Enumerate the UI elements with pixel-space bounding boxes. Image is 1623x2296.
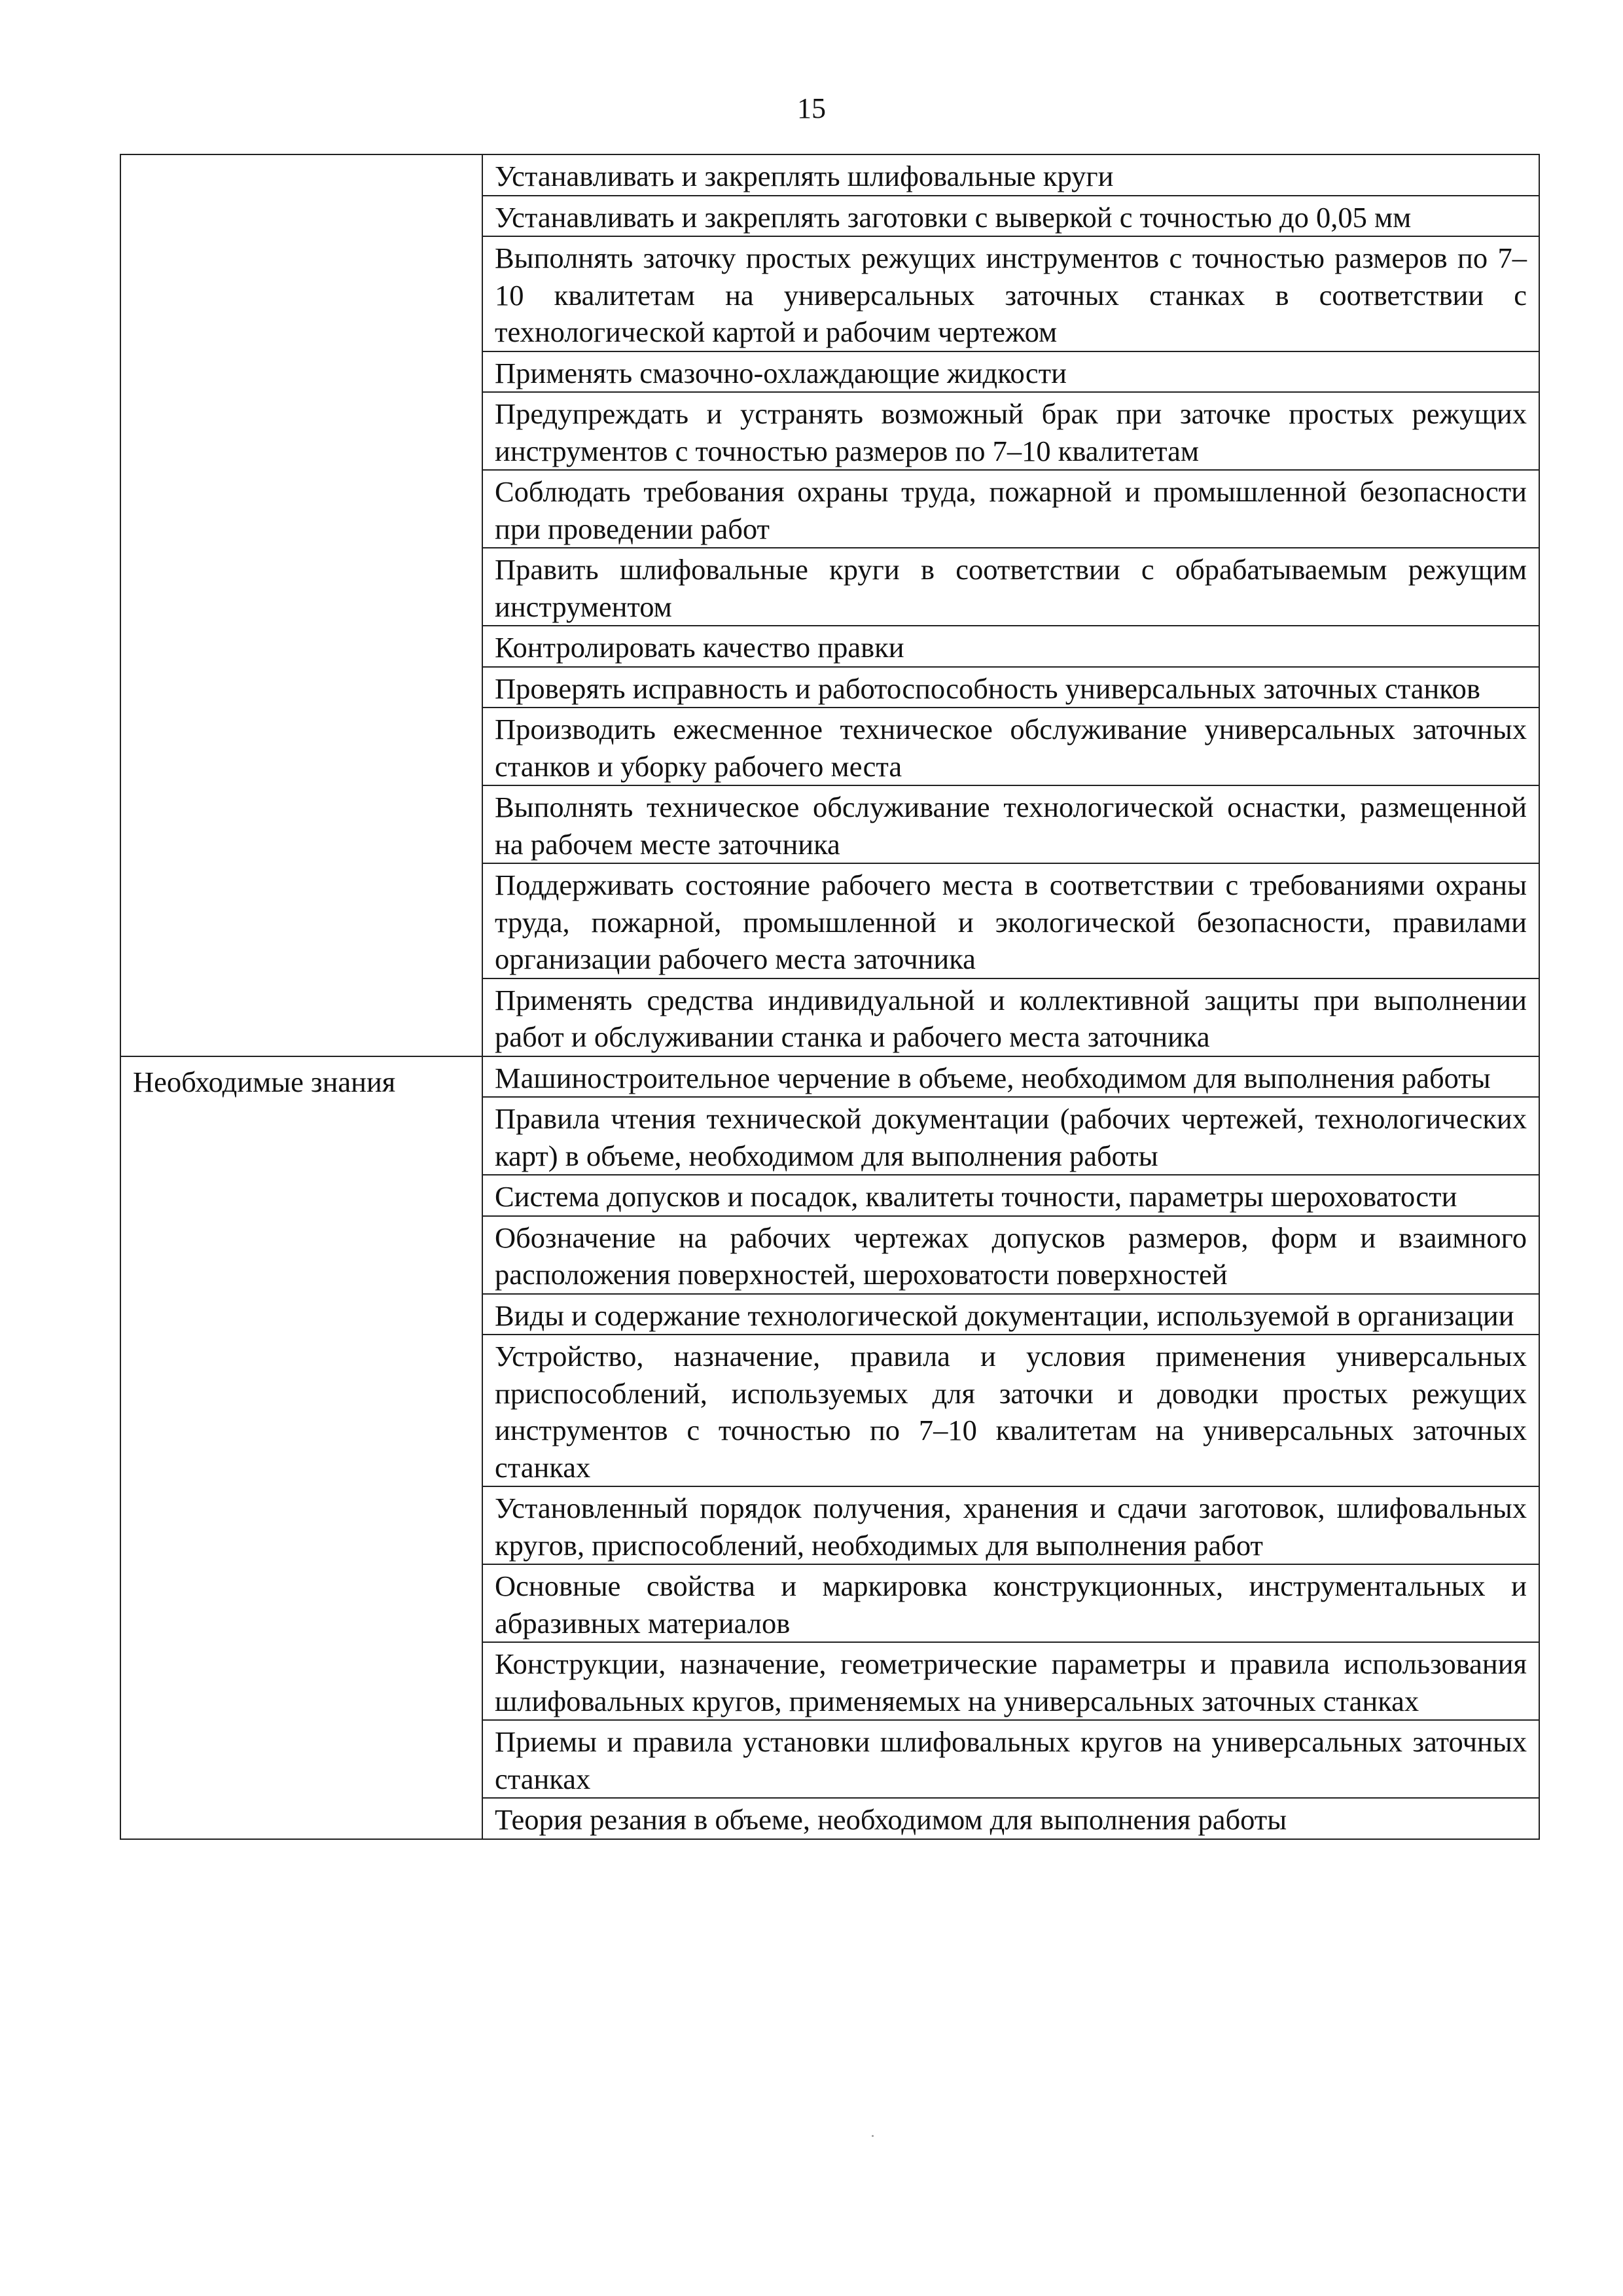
skill-item: Производить ежесменное техническое обслуживание универсальных заточных станков и уборку рабочего места — [482, 708, 1539, 785]
knowledge-item: Система допусков и посадок, квалитеты точности, параметры шероховатости — [482, 1175, 1539, 1216]
scan-speck — [872, 2135, 874, 2137]
knowledge-item: Устройство, назначение, правила и условия применения универсальных приспособлений, используемых для заточки и доводки простых режущих инструментов с точностью по 7–10 квалитетам на универсальных заточных станках — [482, 1335, 1539, 1486]
requirements-table — [120, 154, 1540, 1840]
skill-item: Устанавливать и закреплять шлифовальные круги — [482, 154, 1539, 196]
skill-item: Соблюдать требования охраны труда, пожарной и промышленной безопасности при проведении работ — [482, 470, 1539, 548]
knowledge-item: Основные свойства и маркировка конструкционных, инструментальных и абразивных материалов — [482, 1564, 1539, 1642]
knowledge-label: Необходимые знания — [120, 1056, 482, 1839]
table-row — [120, 154, 1539, 196]
skill-item: Выполнять заточку простых режущих инструментов с точностью размеров по 7–10 квалитетам на универсальных заточных станках в соответствии с технологической картой и рабочим чертежом — [482, 236, 1539, 351]
table-row — [120, 1056, 1539, 1098]
knowledge-item: Приемы и правила установки шлифовальных кругов на универсальных заточных станках — [482, 1720, 1539, 1798]
skill-item: Править шлифовальные круги в соответствии с обрабатываемым режущим инструментом — [482, 548, 1539, 626]
knowledge-item: Теория резания в объеме, необходимом для выполнения работы — [482, 1798, 1539, 1839]
skill-item: Выполнять техническое обслуживание технологической оснастки, размещенной на рабочем месте заточника — [482, 785, 1539, 863]
knowledge-item: Установленный порядок получения, хранения и сдачи заготовок, шлифовальных кругов, приспособлений, необходимых для выполнения работ — [482, 1486, 1539, 1564]
page-number: 15 — [797, 92, 826, 124]
skill-item: Предупреждать и устранять возможный брак при заточке простых режущих инструментов с точностью размеров по 7–10 квалитетам — [482, 392, 1539, 470]
skill-item: Проверять исправность и работоспособность универсальных заточных станков — [482, 667, 1539, 708]
knowledge-item: Обозначение на рабочих чертежах допусков размеров, форм и взаимного расположения поверхностей, шероховатости поверхностей — [482, 1216, 1539, 1294]
skills-label-cell — [120, 154, 482, 1056]
knowledge-item: Машиностроительное черчение в объеме, необходимом для выполнения работы — [482, 1056, 1539, 1098]
skill-item: Контролировать качество правки — [482, 626, 1539, 667]
skill-item: Применять средства индивидуальной и коллективной защиты при выполнении работ и обслуживании станка и рабочего места заточника — [482, 978, 1539, 1056]
knowledge-item: Виды и содержание технологической документации, используемой в организации — [482, 1294, 1539, 1335]
skill-item: Поддерживать состояние рабочего места в соответствии с требованиями охраны труда, пожарной, промышленной и экологической безопасности, правилами организации рабочего места заточника — [482, 863, 1539, 978]
knowledge-item: Конструкции, назначение, геометрические параметры и правила использования шлифовальных кругов, применяемых на универсальных заточных станках — [482, 1642, 1539, 1720]
knowledge-item: Правила чтения технической документации (рабочих чертежей, технологических карт) в объеме, необходимом для выполнения работы — [482, 1097, 1539, 1175]
skill-item: Применять смазочно-охлаждающие жидкости — [482, 351, 1539, 393]
skill-item: Устанавливать и закреплять заготовки с выверкой с точностью до 0,05 мм — [482, 196, 1539, 237]
